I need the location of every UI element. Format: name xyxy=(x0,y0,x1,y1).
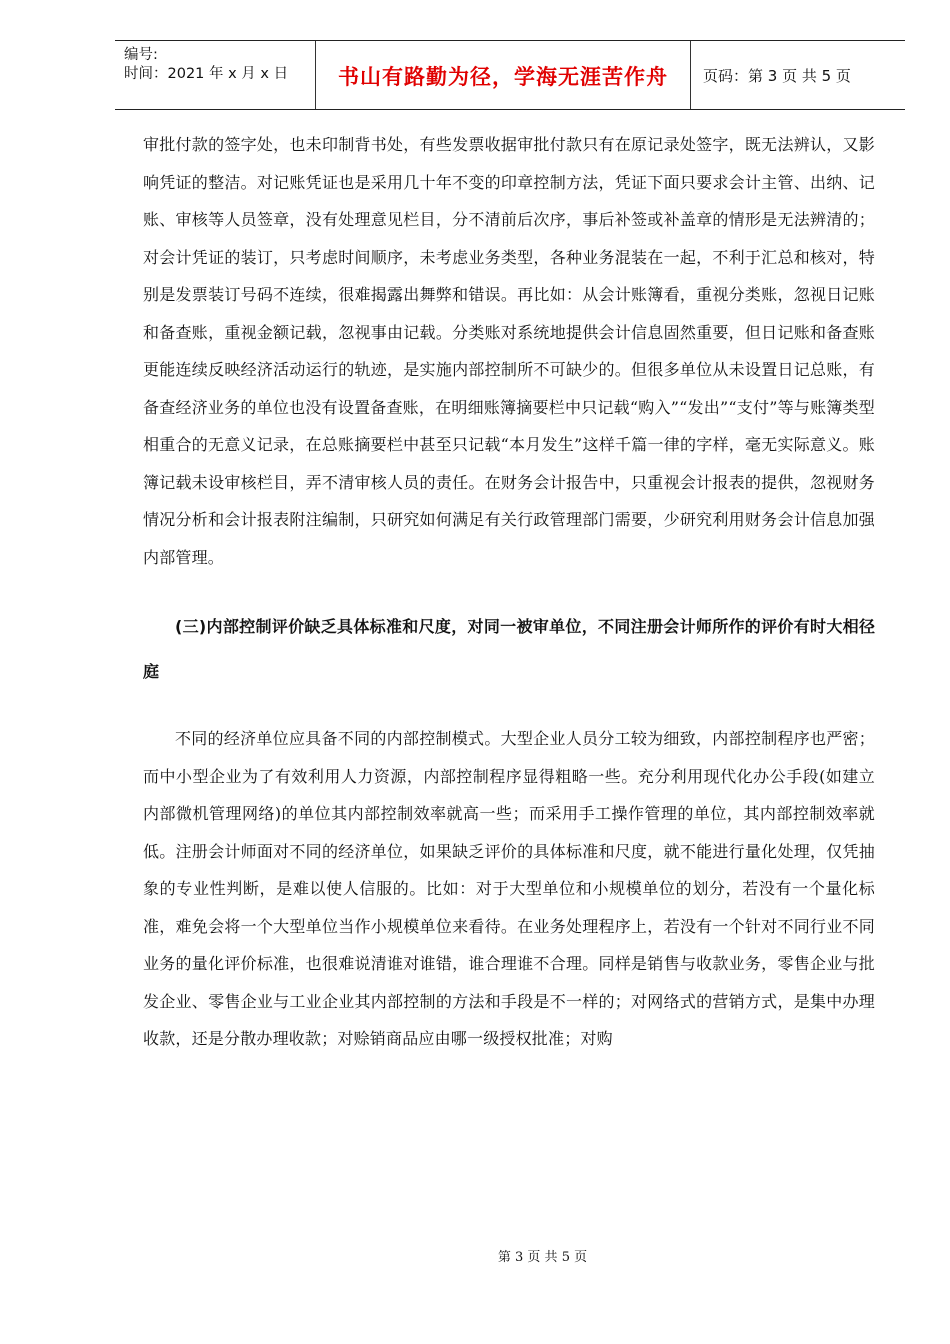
date-label: 时间：2021 年 x 月 x 日 xyxy=(124,66,289,82)
page-number-label: 页码：第 3 页 共 5 页 xyxy=(703,67,851,85)
header-page-cell xyxy=(691,41,905,109)
motto-text: 书山有路勤为径，学海无涯苦作舟 xyxy=(338,65,668,89)
body-paragraph-1: 审批付款的签字处，也未印制背书处，有些发票收据审批付款只有在原记录处签字，既无法辨认，又影响凭证的整洁。对记账凭证也是采用几十年不变的印章控制方法，凭证下面只要求会计主管、出纳、记账、审核等人员签章，没有处理意见栏目，分不清前后次序，事后补签或补盖章的情形是无法辨清的；对会计凭证的装订，只考虑时间顺序，未考虑业务类型，各种业务混装在一起，不利于汇总和核对，特别是发票装订号码不连续，很难揭露出舞弊和错误。再比如：从会计账簿看，重视分类账，忽视日记账和备查账，重视金额记载，忽视事由记载。分类账对系统地提供会计信息固然重要，但日记账和备查账更能连续反映经济活动运行的轨迹，是实施内部控制所不可缺少的。但很多单位从未设置日记总账，有备查经济业务的单位也没有设置备查账，在明细账簿摘要栏中只记载“购入”“发出”“支付”等与账簿类型相重合的无意义记录，在总账摘要栏中甚至只记载“本月发生”这样千篇一律的字样，毫无实际意义。账簿记载未设审核栏目，弄不清审核人员的责任。在财务会计报告中，只重视会计报表的提供，忽视财务情况分析和会计报表附注编制，只研究如何满足有关行政管理部门需要，少研究利用财务会计信息加强内部管理。 xyxy=(143,135,875,567)
header-meta-cell xyxy=(115,41,316,109)
page-footer xyxy=(0,1246,950,1265)
body-paragraph-2: 不同的经济单位应具备不同的内部控制模式。大型企业人员分工较为细致，内部控制程序也严密；而中小型企业为了有效利用人力资源，内部控制程序显得粗略一些。充分利用现代化办公手段(如建立内部微机管理网络)的单位其内部控制效率就高一些；而采用手工操作管理的单位，其内部控制效率就低。注册会计师面对不同的经济单位，如果缺乏评价的具体标准和尺度，就不能进行量化处理，仅凭抽象的专业性判断，是难以使人信服的。比如：对于大型单位和小规模单位的划分，若没有一个量化标准，难免会将一个大型单位当作小规模单位来看待。在业务处理程序上，若没有一个针对不同行业不同业务的量化评价标准，也很难说清谁对谁错，谁合理谁不合理。同样是销售与收款业务，零售企业与批发企业、零售企业与工业企业其内部控制的方法和手段是不一样的；对网络式的营销方式，是集中办理收款，还是分散办理收款；对赊销商品应由哪一级授权批准；对购 xyxy=(143,729,875,1048)
document-header xyxy=(115,40,905,110)
document-body xyxy=(143,126,875,1058)
section-heading-3: (三)内部控制评价缺乏具体标准和尺度，对同一被审单位，不同注册会计师所作的评价有时大相径庭 xyxy=(143,617,875,681)
header-motto-cell xyxy=(316,41,691,109)
doc-number-label: 编号: xyxy=(124,47,158,63)
footer-page-number: 第 3 页 共 5 页 xyxy=(497,1250,588,1265)
